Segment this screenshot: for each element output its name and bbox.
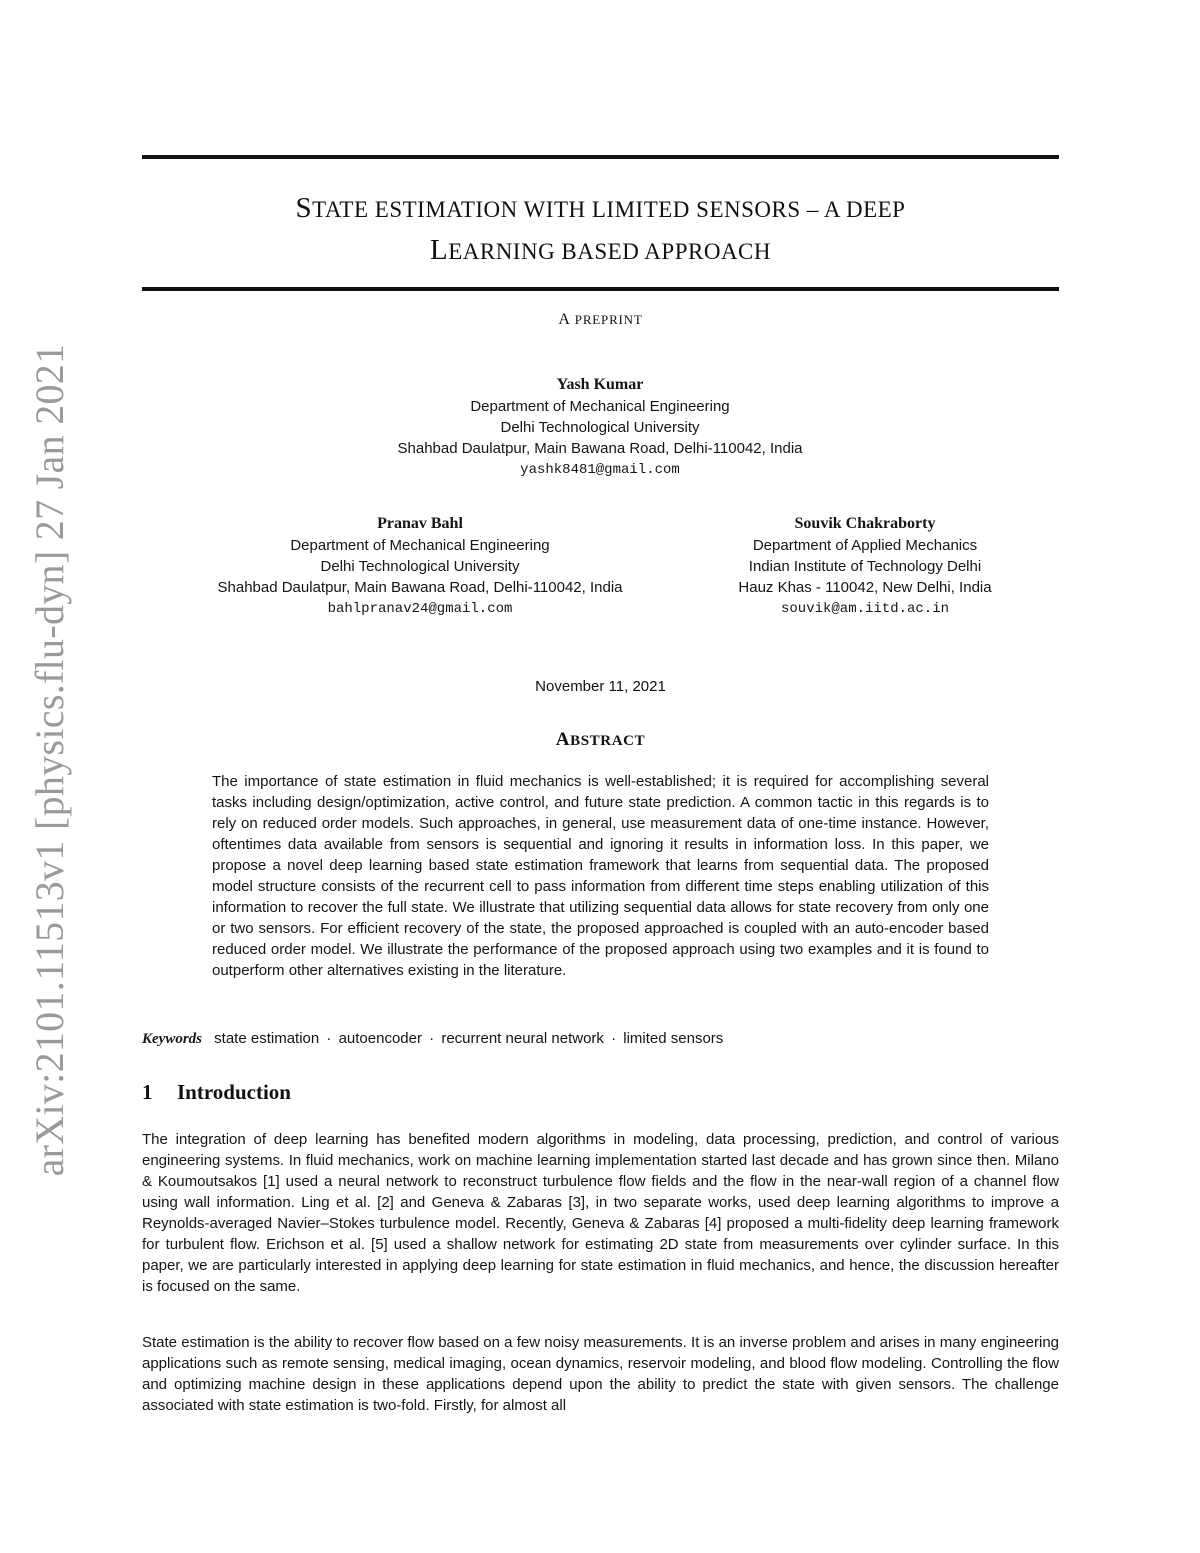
author-department: Department of Mechanical Engineering (470, 398, 730, 415)
author-block-yash-kumar (300, 374, 900, 481)
author-name: Souvik Chakraborty (794, 515, 936, 532)
author-department: Department of Applied Mechanics (752, 537, 978, 554)
author-address: Shahbad Daulatpur, Main Bawana Road, Delhi-110042, India (397, 440, 803, 457)
author-block-souvik-chakraborty (690, 513, 1040, 620)
keyword-item: recurrent neural network (441, 1030, 604, 1047)
title-top-rule (142, 155, 1059, 159)
arxiv-identifier-stamp: arXiv:2101.11513v1 [physics.flu-dyn] 27 Jan 2021 (27, 343, 72, 1177)
intro-paragraph-1: The integration of deep learning has benefited modern algorithms in modeling, data processing, prediction, and control of various engineering systems. In fluid mechanics, work on machine learning implementation started last decade and has grown since then. Milano & Koumoutsakos [1] used a neural network to reconstruct turbulence flow fields and the flow in the near-wall region of a channel flow using wall information. Ling et al. [2] and Geneva & Zabaras [3], in two separate works, used deep learning algorithms to improve a Reynolds-averaged Navier–Stokes turbulence model. Recently, Geneva & Zabaras [4] proposed a multi-fidelity deep learning framework for turbulent flow. Erichson et al. [5] used a shallow network for estimating 2D state from measurements over cylinder surface. In this paper, we are particularly interested in applying deep learning for state estimation in fluid mechanics, and hence, the discussion hereafter is focused on the same. (142, 1131, 1059, 1295)
keywords-line (142, 1028, 1059, 1050)
keywords-label: Keywords (142, 1031, 202, 1047)
keyword-item: autoencoder (338, 1030, 422, 1047)
keyword-item: state estimation (214, 1030, 320, 1047)
section-number: 1 (142, 1080, 153, 1104)
author-name: Pranav Bahl (377, 515, 463, 532)
author-institution: Indian Institute of Technology Delhi (748, 558, 982, 575)
author-institution: Delhi Technological University (320, 558, 520, 575)
author-institution: Delhi Technological University (500, 419, 700, 436)
title-line-1: STATE ESTIMATION WITH LIMITED SENSORS – A DEEP (295, 192, 906, 224)
title-bottom-rule (142, 287, 1059, 291)
publication-date: November 11, 2021 (535, 678, 666, 695)
keyword-separator: · (326, 1030, 332, 1047)
keyword-separator: · (429, 1030, 435, 1047)
author-email[interactable]: bahlpranav24@gmail.com (327, 601, 513, 617)
author-email[interactable]: yashk8481@gmail.com (520, 462, 680, 478)
intro-paragraph-2: State estimation is the ability to recover flow based on a few noisy measurements. It is an inverse problem and arises in many engineering applications such as remote sensing, medical imaging, ocean dynamics, reservoir modeling, and blood flow modeling. Controlling the flow and optimizing machine design in these applications depend upon the ability to predict the state with given sensors. The challenge associated with state estimation is two-fold. Firstly, for almost all (142, 1334, 1059, 1414)
author-block-pranav-bahl (140, 513, 700, 620)
section-title: Introduction (177, 1080, 291, 1104)
preprint-label: A PREPRINT (558, 311, 643, 328)
author-address: Hauz Khas - 110042, New Delhi, India (738, 579, 992, 596)
author-name: Yash Kumar (556, 376, 644, 393)
author-email[interactable]: souvik@am.iitd.ac.in (780, 601, 950, 617)
section-heading-introduction (142, 1078, 1059, 1106)
abstract-heading: ABSTRACT (555, 729, 646, 750)
author-address: Shahbad Daulatpur, Main Bawana Road, Delhi-110042, India (217, 579, 623, 596)
abstract-text: The importance of state estimation in fluid mechanics is well-established; it is required for accomplishing several tasks including design/optimization, active control, and future state prediction. A common tactic in this regards is to rely on reduced order models. Such approaches, in general, use measurement data of one-time instance. However, oftentimes data available from sensors is sequential and ignoring it results in information loss. In this paper, we propose a novel deep learning based state estimation framework that learns from sequential data. The proposed model structure consists of the recurrent cell to pass information from different time steps enabling utilization of this information to recover the full state. We illustrate that utilizing sequential data allows for state recovery from only one or two sensors. For efficient recovery of the state, the proposed approached is coupled with an auto-encoder based reduced order model. We illustrate the performance of the proposed approach using two examples and it is found to outperform other alternatives existing in the literature. (212, 773, 989, 979)
paper-title (142, 188, 1059, 272)
author-department: Department of Mechanical Engineering (290, 537, 550, 554)
keyword-separator: · (611, 1030, 617, 1047)
title-line-2: LEARNING BASED APPROACH (429, 234, 772, 266)
keyword-item: limited sensors (623, 1030, 724, 1047)
